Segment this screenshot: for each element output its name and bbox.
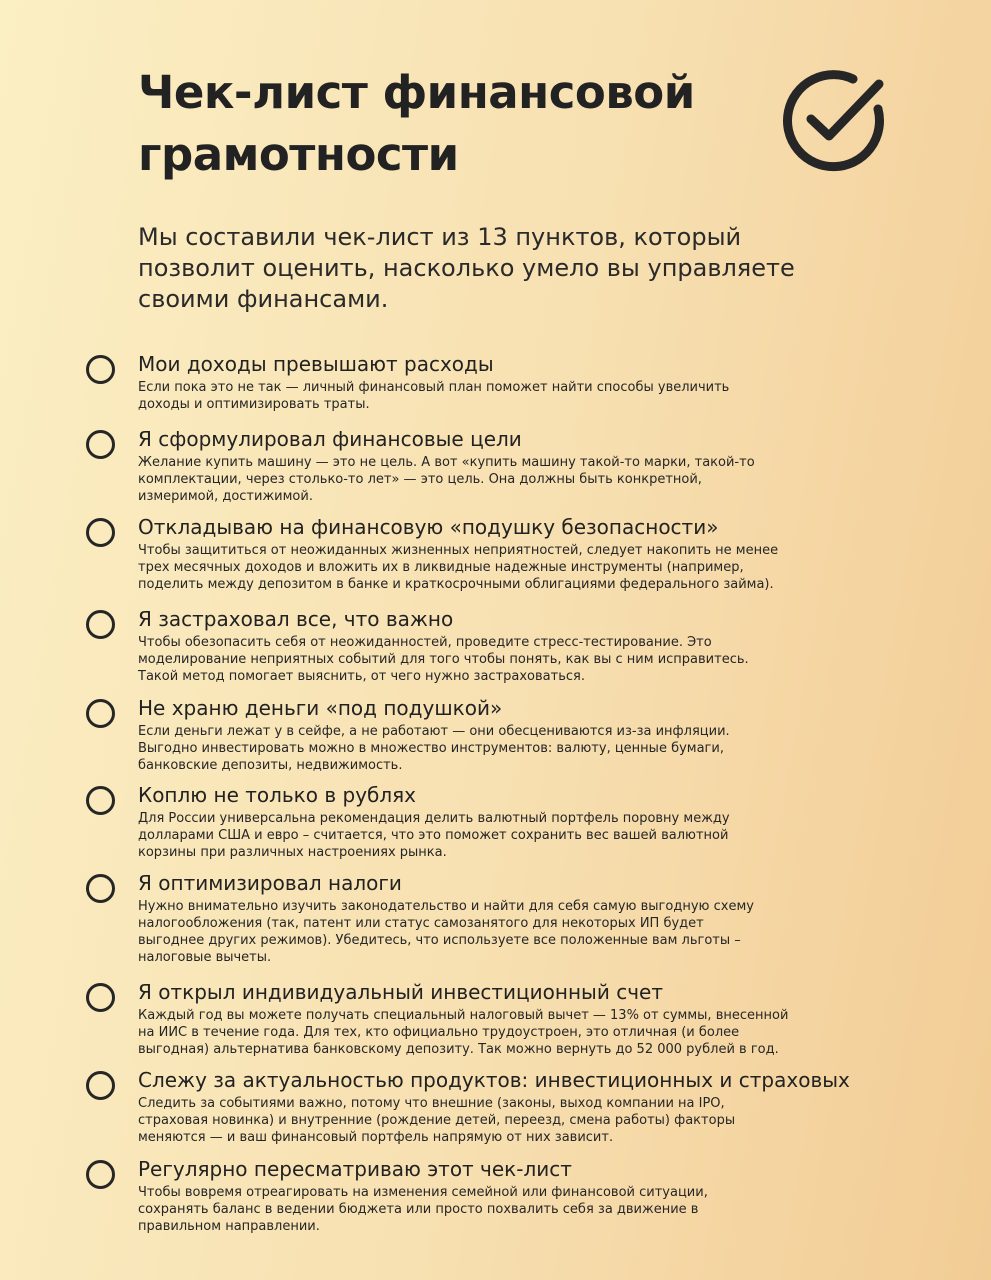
- empty-checkbox-icon[interactable]: [86, 610, 115, 639]
- checklist-item-description: Чтобы защититься от неожиданных жизненных неприятностей, следует накопить не менее трех месячных доходов и вложить их в ликвидные надежные инструменты (например, поделить между депозитом в банке и краткосрочными облигациями федерального займа).: [138, 543, 779, 592]
- checklist-item-description: Чтобы вовремя отреагировать на изменения семейной или финансовой ситуации, сохранять баланс в ведении бюджета или просто похвалить себя за движение в правильном направлении.: [138, 1185, 708, 1234]
- checklist-item-title: Откладываю на финансовую «подушку безопасности»: [138, 515, 719, 539]
- checklist-item-description: Если деньги лежат у в сейфе, а не работают — они обесцениваются из-за инфляции. Выгодно инвестировать можно в множество инструментов: валюту, ценные бумаги, банковские депозиты, недвижимость.: [138, 724, 730, 773]
- checklist-item-title: Я сформулировал финансовые цели: [138, 427, 522, 451]
- empty-checkbox-icon[interactable]: [86, 786, 115, 815]
- checklist-item-title: Мои доходы превышают расходы: [138, 352, 494, 376]
- page-title: Чек-лист финансовой грамотности: [138, 66, 695, 181]
- checklist-item-title: Я оптимизировал налоги: [138, 871, 402, 895]
- checklist-item-description: Чтобы обезопасить себя от неожиданностей, проведите стресс-тестирование. Это моделирование неприятных событий для того чтобы понять, как вы с ним исправитесь. Такой метод помогает выяснить, от чего нужно застраховаться.: [138, 635, 749, 684]
- empty-checkbox-icon[interactable]: [86, 355, 115, 384]
- empty-checkbox-icon[interactable]: [86, 1071, 115, 1100]
- empty-checkbox-icon[interactable]: [86, 983, 115, 1012]
- intro-text: Мы составили чек-лист из 13 пунктов, который позволит оценить, насколько умело вы управляете своими финансами.: [138, 223, 795, 313]
- checklist-item-title: Не храню деньги «под подушкой»: [138, 696, 503, 720]
- checklist-item-description: Каждый год вы можете получать специальный налоговый вычет — 13% от суммы, внесенной на ИИС в течение года. Для тех, кто официально трудоустроен, это отличная (и более выгодная) альтернатива банковскому депозиту. Так можно вернуть до 52 000 рублей в год.: [138, 1008, 789, 1057]
- empty-checkbox-icon[interactable]: [86, 1160, 115, 1189]
- checklist-item-title: Коплю не только в рублях: [138, 783, 417, 807]
- checklist-item-title: Слежу за актуальностью продуктов: инвестиционных и страховых: [138, 1068, 850, 1092]
- checklist-item-title: Я застраховал все, что важно: [138, 607, 454, 631]
- checklist-item-description: Если пока это не так — личный финансовый план поможет найти способы увеличить доходы и оптимизировать траты.: [138, 380, 730, 412]
- empty-checkbox-icon[interactable]: [86, 430, 115, 459]
- circle-check-icon: [781, 64, 891, 174]
- empty-checkbox-icon[interactable]: [86, 874, 115, 903]
- checklist-item-title: Регулярно пересматриваю этот чек-лист: [138, 1157, 572, 1181]
- checklist-item-title: Я открыл индивидуальный инвестиционный счет: [138, 980, 663, 1004]
- checklist-item-description: Желание купить машину — это не цель. А вот «купить машину такой-то марки, такой-то комплектации, через столько-то лет» — это цель. Она должны быть конкретной, измеримой, достижимой.: [138, 455, 755, 504]
- empty-checkbox-icon[interactable]: [86, 518, 115, 547]
- empty-checkbox-icon[interactable]: [86, 699, 115, 728]
- checklist-item-description: Следить за событиями важно, потому что внешние (законы, выход компании на IPO, страховая новинка) и внутренние (рождение детей, переезд, смена работы) факторы меняются — и ваш финансовый портфель напрямую от них зависит.: [138, 1096, 736, 1145]
- checklist-item-description: Для России универсальна рекомендация делить валютный портфель поровну между долларами США и евро – считается, что это поможет сохранить вес вашей валютной корзины при различных настроениях рынка.: [138, 811, 730, 860]
- checklist-item-description: Нужно внимательно изучить законодательство и найти для себя самую выгодную схему налогообложения (так, патент или статус самозанятого для некоторых ИП будет выгоднее других режимов). Убедитесь, что используете все положенные вам льготы – налоговые вычеты.: [138, 899, 754, 965]
